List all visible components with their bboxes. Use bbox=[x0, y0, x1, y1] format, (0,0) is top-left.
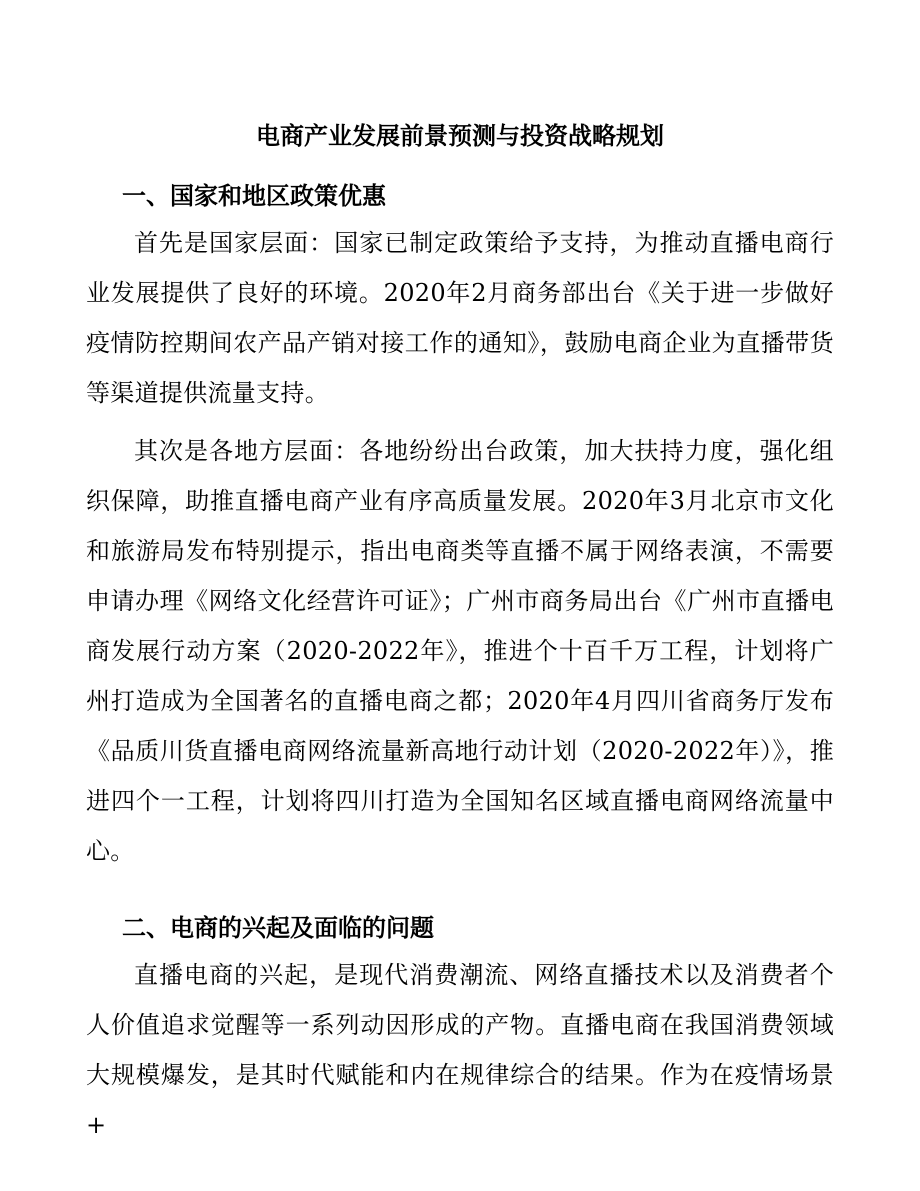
paragraph-local-level: 其次是各地方层面：各地纷纷出台政策，加大扶持力度，强化组织保障，助推直播电商产业有序高质量发展。2020年3月北京市文化和旅游局发布特别提示，指出电商类等直播不属于网络表演，不需要申请办理《网络文化经营许可证》；广州市商务局出台《广州市直播电商发展行动方案（2020-2022年》，推进个十百千万工程，计划将广州打造成为全国著名的直播电商之都；2020年4月四川省商务厅发布《品质川货直播电商网络流量新高地行动计划（2020-2022年）》，推进四个一工程，计划将四川打造为全国知名区域直播电商网络流量中心。 bbox=[86, 437, 834, 865]
document-title: 电商产业发展前景预测与投资战略规划 bbox=[256, 122, 664, 150]
section-heading-policy: 一、国家和地区政策优惠 bbox=[122, 182, 386, 210]
paragraph-rise-of-live-ecommerce: 直播电商的兴起，是现代消费潮流、网络直播技术以及消费者个人价值追求觉醒等一系列动因形成的产物。直播电商在我国消费领域大规模爆发，是其时代赋能和内在规律综合的结果。作为在疫情场景+ bbox=[86, 961, 834, 1139]
section-heading-rise-and-problems: 二、电商的兴起及面临的问题 bbox=[122, 914, 434, 942]
paragraph-national-level: 首先是国家层面：国家已制定政策给予支持，为推动直播电商行业发展提供了良好的环境。2020年2月商务部出台《关于进一步做好疫情防控期间农产品产销对接工作的通知》，鼓励电商企业为直播带货等渠道提供流量支持。 bbox=[86, 229, 834, 407]
